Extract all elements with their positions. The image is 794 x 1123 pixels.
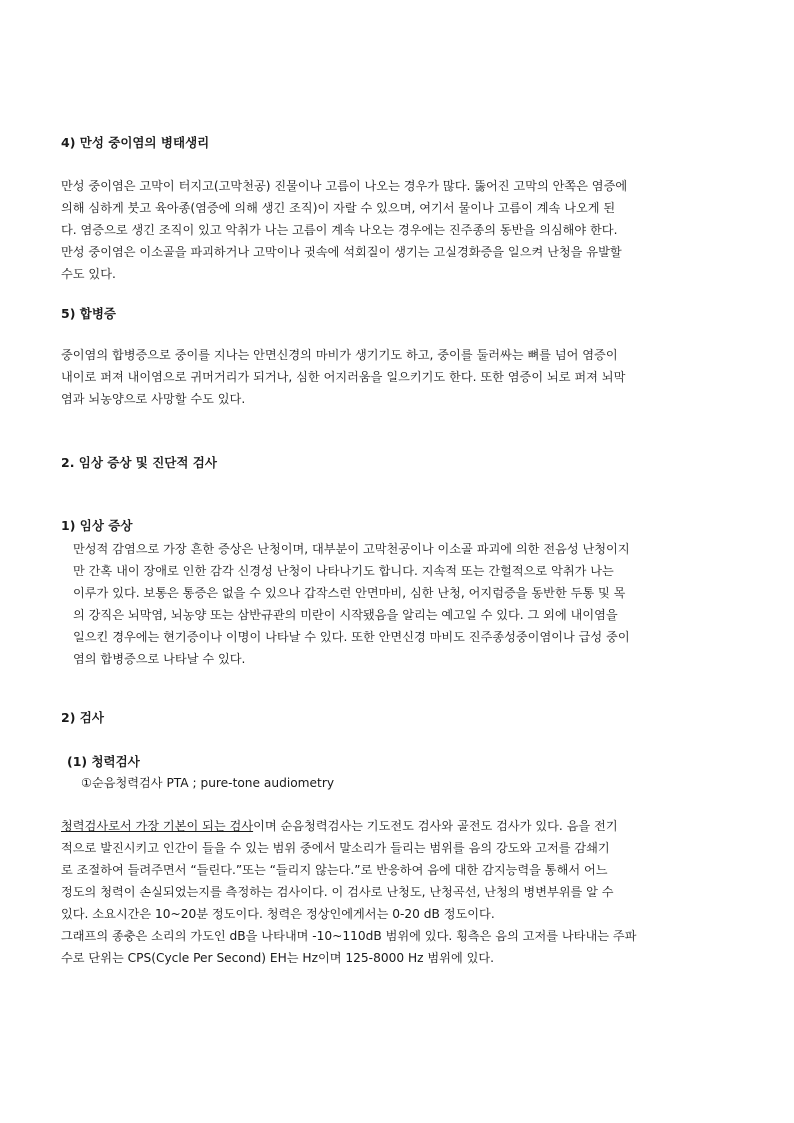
text-line: 내이로 퍼져 내이염으로 귀머거리가 되거나, 심한 어지러움을 일으키기도 한다. 또한 염증이 뇌로 퍼져 뇌막 <box>61 370 626 384</box>
text-line: 이루가 있다. 보통은 통증은 없을 수 있으나 갑작스런 안면마비, 심한 난청, 어지럼증을 동반한 두통 및 목 <box>73 586 626 600</box>
pta-label <box>81 772 721 794</box>
text-fragment: 이며 순음청력검사는 기도전도 검사와 골전도 검사가 있다. 음을 전기 <box>253 819 618 833</box>
text-line: 수로 단위는 CPS(Cycle Per Second) EH는 Hz이며 125-8000 Hz 범위에 있다. <box>61 951 495 965</box>
text-line: 일으킨 경우에는 현기증이나 이명이 나타날 수 있다. 또한 안면신경 마비도 진주종성중이염이나 급성 중이 <box>73 630 630 644</box>
underlined-phrase: 청력검사로서 가장 기본이 되는 검사 <box>61 819 254 833</box>
paragraph-complications <box>61 344 733 410</box>
text-line: 그래프의 종충은 소리의 가도인 dB을 나타내며 -10~110dB 범위에 있다. 횡측은 음의 고저를 나타내는 주파 <box>61 929 637 943</box>
paragraph-hearing-test <box>61 815 733 969</box>
section-heading-pathophysiology: 4) 만성 중이염의 병태생리 <box>61 135 210 150</box>
subsection-heading-hearing-test: (1) 청력검사 <box>67 754 140 769</box>
text-line: 수도 있다. <box>61 267 116 281</box>
text-line: 염과 뇌농양으로 사망할 수도 있다. <box>61 392 246 406</box>
paragraph-clinical-symptoms <box>73 538 733 670</box>
text-line: ①순음청력검사 PTA ; pure-tone audiometry <box>81 776 335 790</box>
section-heading-clinical-diagnosis: 2. 임상 증상 및 진단적 검사 <box>61 455 217 470</box>
text-line: 염의 합병증으로 나타날 수 있다. <box>73 652 246 666</box>
text-line: 의 강직은 뇌막염, 뇌농양 또는 삼반규관의 미란이 시작됐음을 알리는 예고일 수 있다. 그 외에 내이염을 <box>73 608 618 622</box>
text-line: 로 조절하여 들려주면서 “들린다.”또는 “들리지 않는다.”로 반응하여 음에 대한 감지능력을 통해서 어느 <box>61 863 608 877</box>
section-heading-clinical-symptoms: 1) 임상 증상 <box>61 518 133 533</box>
text-line: 만성적 감염으로 가장 흔한 증상은 난청이며, 대부분이 고막천공이나 이소골 파괴에 의한 전음성 난청이지 <box>73 542 630 556</box>
text-line: 적으로 발진시키고 인간이 들을 수 있는 범위 중에서 말소리가 들리는 범위를 음의 강도와 고저를 감쇄기 <box>61 841 610 855</box>
text-line: 만성 중이염은 이소골을 파괴하거나 고막이나 귓속에 석회질이 생기는 고실경화증을 일으켜 난청을 유발할 <box>61 245 622 259</box>
section-heading-complications: 5) 합병증 <box>61 306 116 321</box>
text-line: 만 간혹 내이 장애로 인한 감각 신경성 난청이 나타나기도 합니다. 지속적 또는 간헐적으로 악취가 나는 <box>73 564 614 578</box>
text-line: 중이염의 합병증으로 중이를 지나는 안면신경의 마비가 생기기도 하고, 중이를 둘러싸는 뼈를 넘어 염증이 <box>61 348 618 362</box>
text-line <box>61 815 733 837</box>
text-line: 다. 염증으로 생긴 조직이 있고 악취가 나는 고름이 계속 나오는 경우에는 진주종의 동반을 의심해야 한다. <box>61 223 618 237</box>
text-line: 있다. 소요시간은 10~20분 정도이다. 청력은 정상인에게서는 0-20 dB 정도이다. <box>61 907 495 921</box>
section-heading-exam: 2) 검사 <box>61 710 104 725</box>
text-line: 정도의 청력이 손실되었는지를 측정하는 검사이다. 이 검사로 난청도, 난청곡선, 난청의 병변부위를 알 수 <box>61 885 614 899</box>
text-line: 만성 중이염은 고막이 터지고(고막천공) 진물이나 고름이 나오는 경우가 많다. 뚫어진 고막의 안쪽은 염증에 <box>61 179 628 193</box>
paragraph-pathophysiology <box>61 175 733 285</box>
text-line: 의해 심하게 붓고 육아종(염증에 의해 생긴 조직)이 자랄 수 있으며, 여기서 물이나 고름이 계속 나오게 된 <box>61 201 616 215</box>
